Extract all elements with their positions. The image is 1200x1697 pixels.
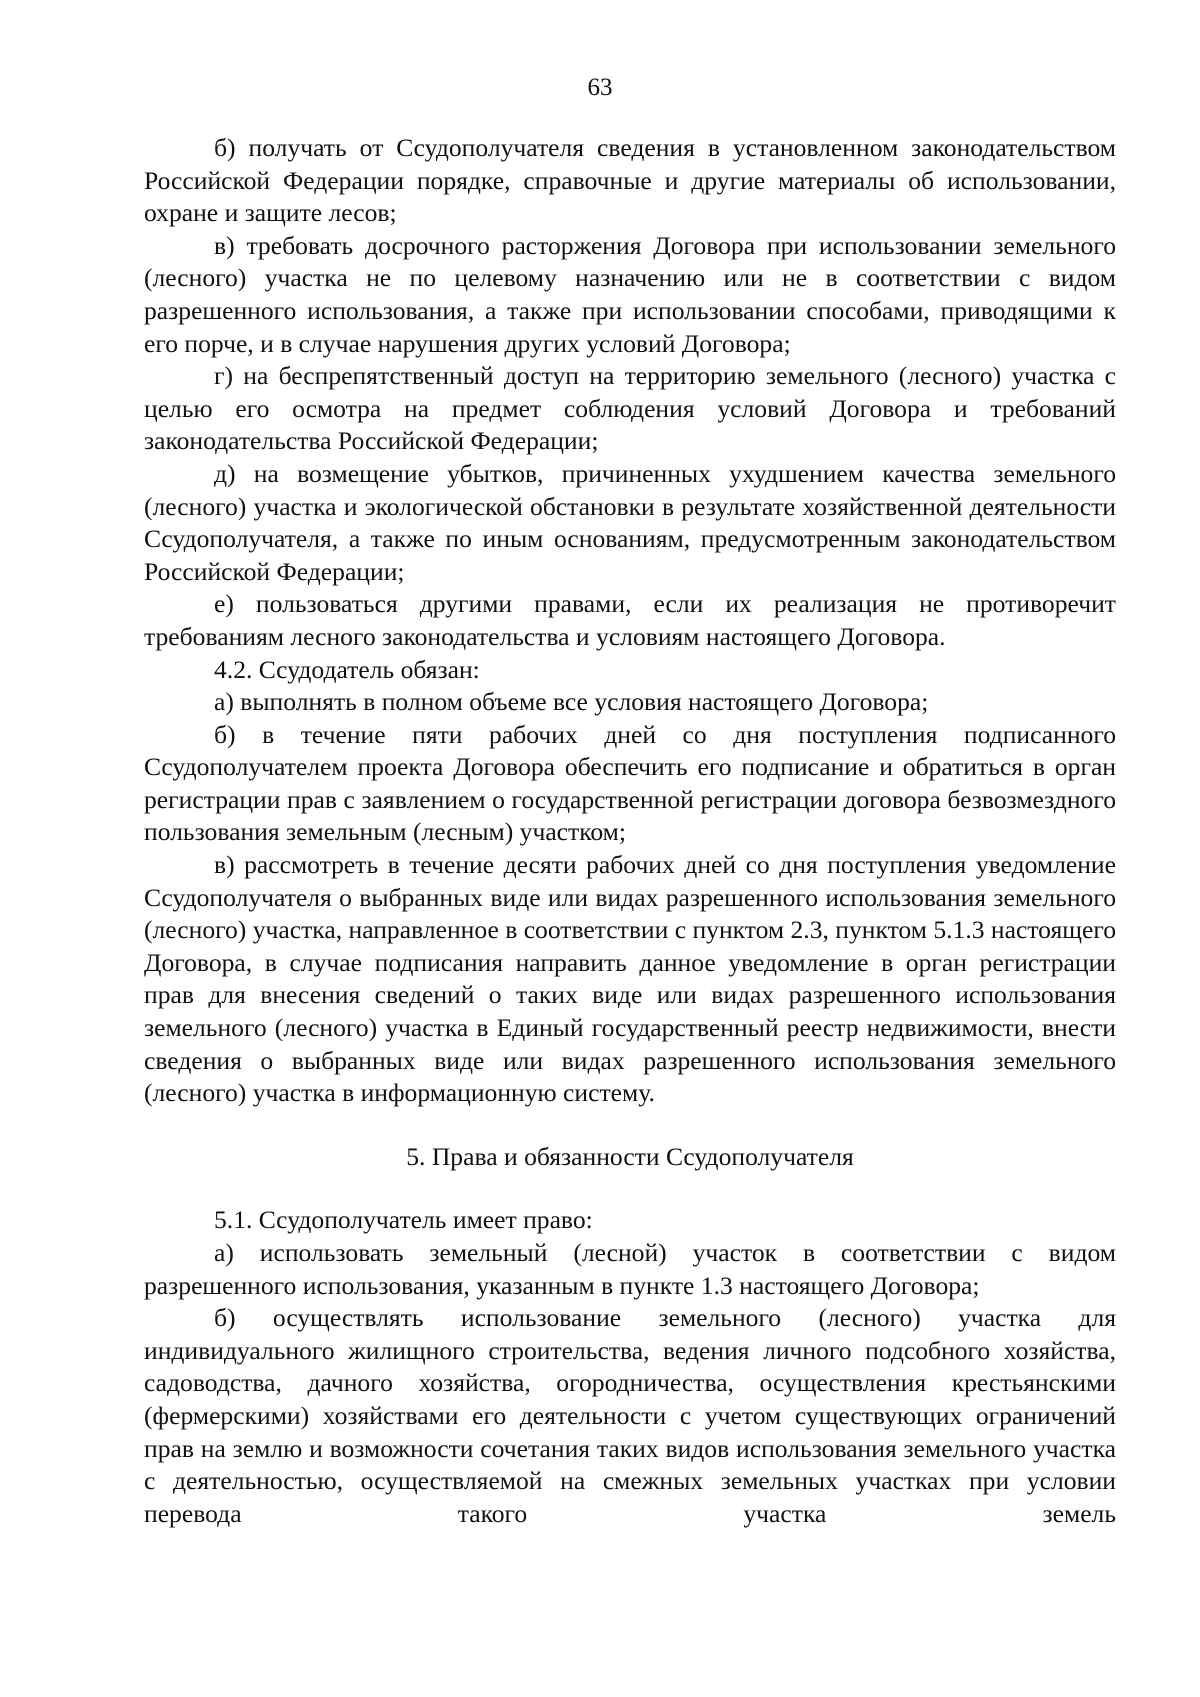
paragraph-5-1-b: б) осуществлять использование земельного (лесного) участка для индивидуального жилищного строительства, ведения личного подсобного хозяйства, садоводства, дачного хозяйства, огородничества, осуществления крестьянскими (фермерскими) хозяйствами его деятельности с учетом существующих ограничений прав на землю и возможности сочетания таких видов использования земельного участка с деятельностью, осуществляемой на смежных земельных участках при условии перевода такого участка земель [144, 1303, 1116, 1528]
document-body [144, 132, 1116, 1530]
paragraph-4-1-e: е) пользоваться другими правами, если их реализация не противоречит требованиям лесного законодательства и условиям настоящего Договора. [144, 589, 1116, 651]
paragraph-5-1-a: а) использовать земельный (лесной) участок в соответствии с видом разрешенного использования, указанным в пункте 1.3 настоящего Договора; [144, 1238, 1116, 1300]
paragraph-4-1-g: г) на беспрепятственный доступ на территорию земельного (лесного) участка с целью его осмотра на предмет соблюдения условий Договора и требований законодательства Российской Федерации; [144, 361, 1116, 456]
paragraph-4-2-b: б) в течение пяти рабочих дней со дня поступления подписанного Ссудополучателем проекта Договора обеспечить его подписание и обратиться в орган регистрации прав с заявлением о государственной регистрации договора безвозмездного пользования земельным (лесным) участком; [144, 719, 1116, 847]
section-heading: 5. Права и обязанности Ссудополучателя [406, 1141, 854, 1171]
paragraph-5-1: 5.1. Ссудополучатель имеет право: [214, 1205, 593, 1235]
paragraph-4-1-b: б) получать от Ссудополучателя сведения в установленном законодательством Российской Федерации порядке, справочные и другие материалы об использовании, охране и защите лесов; [144, 133, 1116, 228]
page-number: 63 [587, 74, 613, 101]
paragraph-4-1-v: в) требовать досрочного расторжения Договора при использовании земельного (лесного) участка не по целевому назначению или не в соответствии с видом разрешенного использования, а также при использовании способами, приводящими к его порче, и в случае нарушения других условий Договора; [144, 230, 1116, 358]
paragraph-4-2: 4.2. Ссудодатель обязан: [214, 654, 480, 684]
paragraph-4-2-v: в) рассмотреть в течение десяти рабочих дней со дня поступления уведомление Ссудополучателя о выбранных виде или видах разрешенного использования земельного (лесного) участка, направленное в соответствии с пунктом 2.3, пунктом 5.1.3 настоящего Договора, в случае подписания направить данное уведомление в орган регистрации прав для внесения сведений о таких виде или видах разрешенного использования земельного (лесного) участка в Единый государственный реестр недвижимости, внести сведения о выбранных виде или видах разрешенного использования земельного (лесного) участка в информационную систему. [144, 850, 1116, 1108]
paragraph-4-1-d: д) на возмещение убытков, причиненных ухудшением качества земельного (лесного) участка и экологической обстановки в результате хозяйственной деятельности Ссудополучателя, а также по иным основаниям, предусмотренным законодательством Российской Федерации; [144, 458, 1116, 586]
paragraph-4-2-a: а) выполнять в полном объеме все условия настоящего Договора; [214, 687, 929, 717]
